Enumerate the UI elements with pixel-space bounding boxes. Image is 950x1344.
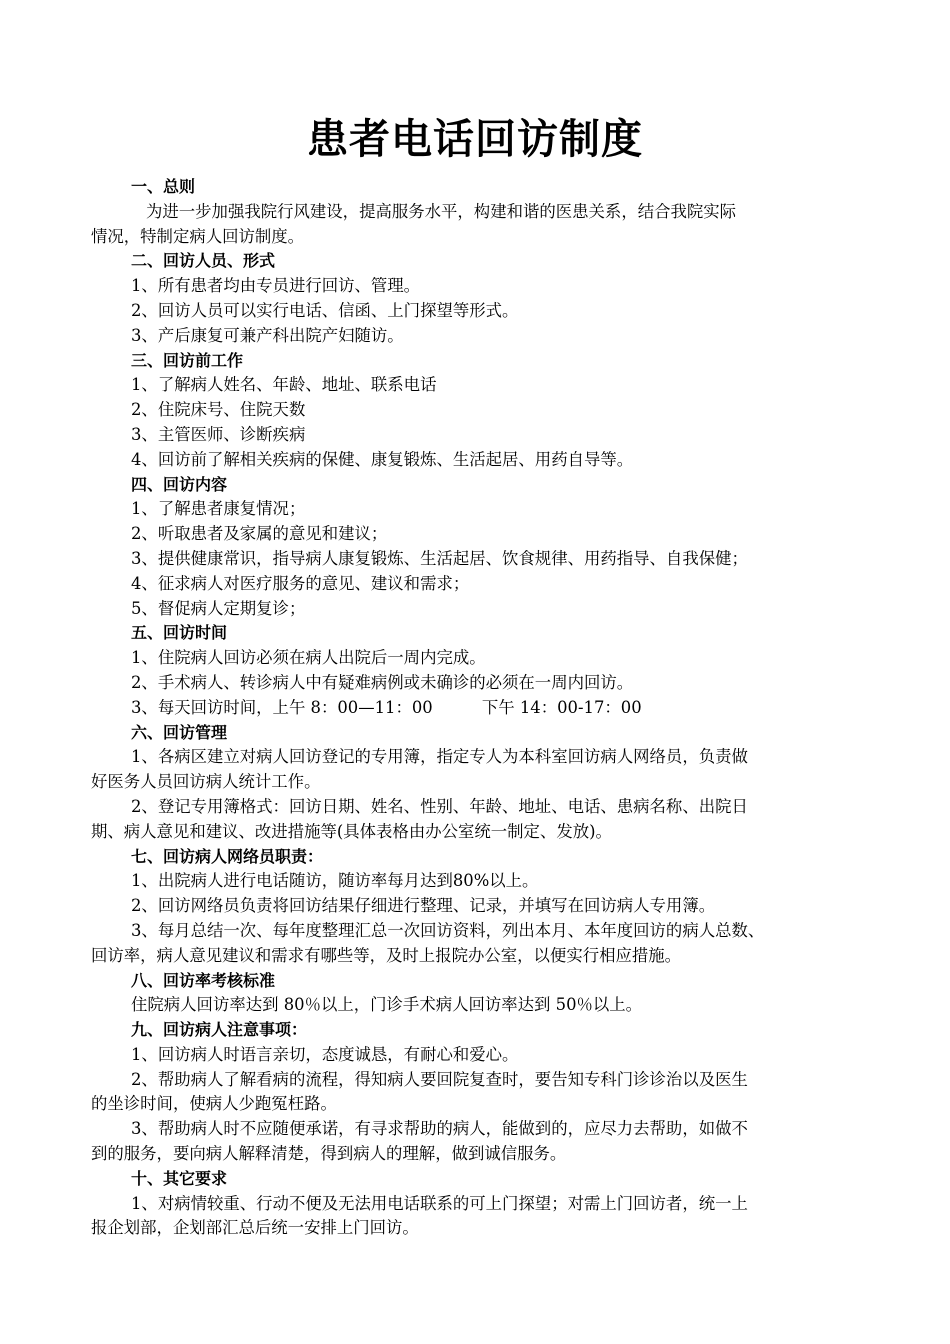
- section-heading: 六、回访管理: [131, 722, 228, 742]
- list-item: 1、出院病人进行电话随访，随访率每月达到80%以上。: [131, 871, 539, 891]
- section-heading: 二、回访人员、形式: [131, 251, 276, 271]
- list-item: 3、主管医师、诊断疾病: [131, 424, 306, 444]
- list-item: 4、回访前了解相关疾病的保健、康复锻炼、生活起居、用药自导等。: [131, 449, 634, 469]
- list-item: 3、帮助病人时不应随便承诺，有寻求帮助的病人，能做到的，应尽力去帮助，如做不: [131, 1119, 748, 1139]
- list-item: 1、回访病人时语言亲切，态度诚恳，有耐心和爱心。: [131, 1044, 519, 1064]
- paragraph-line: 为进一步加强我院行风建设，提高服务水平，构建和谐的医患关系，结合我院实际: [146, 201, 737, 221]
- section-heading: 四、回访内容: [131, 474, 228, 494]
- list-item: 2、帮助病人了解看病的流程，得知病人要回院复查时，要告知专科门诊诊治以及医生: [131, 1069, 748, 1089]
- list-item: 2、听取患者及家属的意见和建议；: [131, 524, 388, 544]
- list-item: 1、了解患者康复情况；: [131, 499, 306, 519]
- continuation-line: 好医务人员回访病人统计工作。: [91, 772, 321, 792]
- list-item: 1、各病区建立对病人回访登记的专用簿，指定专人为本科室回访病人网络员，负责做: [131, 747, 748, 767]
- list-item: 2、住院床号、住院天数: [131, 400, 306, 420]
- list-item: 2、回访网络员负责将回访结果仔细进行整理、记录，并填写在回访病人专用簿。: [131, 896, 716, 916]
- page-title: 患者电话回访制度: [307, 115, 643, 163]
- document-body: [91, 175, 869, 1241]
- list-item: 1、了解病人姓名、年龄、地址、联系电话: [131, 375, 437, 395]
- list-item: 2、回访人员可以实行电话、信函、上门探望等形式。: [131, 300, 519, 320]
- section-heading: 三、回访前工作: [131, 350, 244, 370]
- list-item: 5、督促病人定期复诊；: [131, 598, 306, 618]
- list-item: 3、每天回访时间，上午 8：00—11：00 下午 14：00-17：00: [131, 697, 642, 717]
- section-heading: 一、总则: [131, 177, 196, 196]
- continuation-line: 情况，特制定病人回访制度。: [91, 226, 305, 246]
- continuation-line: 期、病人意见和建议、改进措施等(具体表格由办公室统一制定、发放)。: [91, 821, 612, 841]
- section-heading: 九、回访病人注意事项：: [131, 1020, 308, 1040]
- list-item: 1、住院病人回访必须在病人出院后一周内完成。: [131, 648, 486, 668]
- list-item: 住院病人回访率达到 80％以上，门诊手术病人回访率达到 50％以上。: [131, 995, 643, 1015]
- list-item: 1、所有患者均由专员进行回访、管理。: [131, 276, 421, 296]
- list-item: 1、对病情较重、行动不便及无法用电话联系的可上门探望；对需上门回访者，统一上: [131, 1193, 748, 1213]
- list-item: 3、提供健康常识，指导病人康复锻炼、生活起居、饮食规律、用药指导、自我保健；: [131, 548, 748, 568]
- list-item: 4、征求病人对医疗服务的意见、建议和需求；: [131, 573, 470, 593]
- continuation-line: 报企划部，企划部汇总后统一安排上门回访。: [91, 1218, 419, 1238]
- list-item: 3、产后康复可兼产科出院产妇随访。: [131, 325, 404, 345]
- list-item: 3、每月总结一次、每年度整理汇总一次回访资料，列出本月、本年度回访的病人总数、: [131, 920, 765, 940]
- list-item: 2、手术病人、转诊病人中有疑难病例或未确诊的必须在一周内回访。: [131, 672, 634, 692]
- continuation-line: 的坐诊时间，使病人少跑冤枉路。: [91, 1094, 337, 1114]
- section-heading: 七、回访病人网络员职责：: [131, 846, 324, 866]
- list-item: 2、登记专用簿格式：回访日期、姓名、性别、年龄、地址、电话、患病名称、出院日: [131, 796, 748, 816]
- continuation-line: 到的服务，要向病人解释清楚，得到病人的理解，做到诚信服务。: [91, 1144, 567, 1164]
- section-heading: 十、其它要求: [131, 1168, 228, 1188]
- section-heading: 八、回访率考核标准: [131, 970, 276, 990]
- continuation-line: 回访率，病人意见建议和需求有哪些等，及时上报院办公室，以便实行相应措施。: [91, 945, 682, 965]
- section-heading: 五、回访时间: [131, 623, 228, 643]
